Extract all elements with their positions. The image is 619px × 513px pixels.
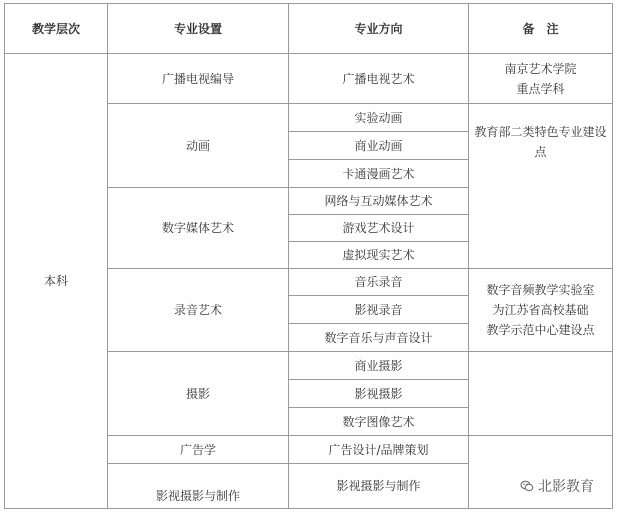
direction-cell: 影视摄影	[289, 380, 469, 408]
note-cell	[469, 269, 613, 352]
header-level: 教学层次	[5, 4, 108, 54]
note-line: 重点学科	[516, 81, 565, 96]
direction-cell: 卡通漫画艺术	[289, 160, 469, 188]
direction-cell: 商业动画	[289, 132, 469, 160]
header-direction: 专业方向	[289, 4, 469, 54]
major-cell: 录音艺术	[108, 269, 289, 352]
direction-cell: 音乐录音	[289, 269, 469, 296]
note-line: 教学示范中心建设点	[486, 323, 595, 337]
direction-cell: 数字音乐与声音设计	[289, 324, 469, 352]
note-cell-empty	[469, 436, 613, 509]
wechat-icon	[520, 479, 534, 493]
note-line: 为江苏省高校基础	[492, 303, 589, 317]
header-major: 专业设置	[108, 4, 289, 54]
direction-cell: 商业摄影	[289, 352, 469, 380]
major-cell: 影视摄影与制作	[108, 464, 289, 509]
major-cell: 摄影	[108, 352, 289, 436]
watermark	[520, 476, 594, 496]
direction-cell: 广告设计/品牌策划	[289, 436, 469, 464]
major-cell: 数字媒体艺术	[108, 188, 289, 269]
program-table	[4, 3, 613, 509]
note-line: 数字音频教学实验室	[486, 283, 595, 297]
watermark-text: 北影教育	[538, 479, 594, 495]
table-row	[5, 54, 613, 104]
direction-cell: 网络与互动媒体艺术	[289, 188, 469, 215]
major-cell: 动画	[108, 104, 289, 188]
major-cell: 广告学	[108, 436, 289, 464]
note-line: 点	[534, 145, 547, 159]
note-cell	[469, 54, 613, 104]
note-cell-empty	[469, 352, 613, 436]
direction-cell: 游戏艺术设计	[289, 215, 469, 242]
note-cell	[469, 104, 613, 269]
note-line: 教育部二类特色专业建设	[474, 125, 607, 139]
direction-cell: 虚拟现实艺术	[289, 242, 469, 269]
direction-cell: 数字图像艺术	[289, 408, 469, 436]
major-cell: 广播电视编导	[108, 54, 289, 104]
direction-cell: 广播电视艺术	[289, 54, 469, 104]
header-row	[5, 4, 613, 54]
direction-cell: 实验动画	[289, 104, 469, 132]
direction-cell: 影视录音	[289, 296, 469, 324]
header-note: 备 注	[469, 4, 613, 54]
note-line: 南京艺术学院	[504, 61, 577, 76]
direction-cell: 影视摄影与制作	[289, 464, 469, 509]
level-cell: 本科	[5, 54, 108, 509]
